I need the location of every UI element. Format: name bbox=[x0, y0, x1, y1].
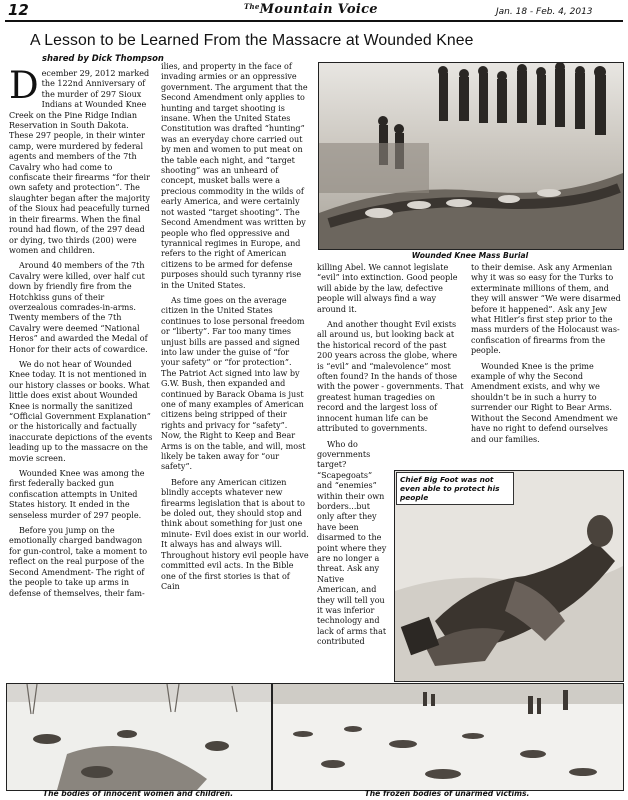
big-foot-caption: Chief Big Foot was not even able to protect his people bbox=[396, 472, 514, 505]
paragraph: We do not hear of Wounded Knee today. It is not mentioned in our history classes or books. What little does exist about Wounded Knee is normally the sanitized “Official Government Explanation” or the historically and factually inaccurate depictions of the events leading up to the massacre on the movie screen. bbox=[9, 359, 153, 463]
page-number: 12 bbox=[8, 1, 29, 19]
article-column-1 bbox=[9, 69, 155, 669]
masthead bbox=[244, 2, 378, 17]
drop-cap: D bbox=[9, 69, 39, 107]
paragraph: Wounded Knee is the prime example of why the Second Amendment exists, and why we shouldn’t be in such a hurry to surrender our Right to Bear Arms. Without the Second Amendment we have no right to defend ourselves and our families. bbox=[471, 361, 618, 444]
header-rule bbox=[5, 20, 623, 22]
mass-burial-caption: Wounded Knee Mass Burial bbox=[411, 251, 529, 260]
masthead-the: The bbox=[244, 2, 260, 11]
women-children-photo bbox=[6, 683, 272, 791]
paragraph: ilies, and property in the face of invading armies or an oppressive government. The argument that the Second Amendment only applies to hunting and target shooting is insane. When the United States Constitution was drafted “hunting” was an everyday chore carried out by men and women to put meat on the table each night, and “target shooting” was an unheard of concept, musket balls were a precious commodity in the wilds of early America, and were certainly not wasted “target shooting”. The Second Amendment was written by people who fled oppressive and tyrannical regimes in Europe, and refers to the right of American citizens to be armed for defense purposes should such tyranny rise in the United States. bbox=[161, 62, 308, 290]
mass-burial-illustration bbox=[319, 63, 623, 249]
article-column-4 bbox=[471, 263, 621, 468]
paragraph bbox=[317, 440, 387, 648]
paragraph: to their demise. Ask any Armenian why it was so easy for the Turks to exterminate millions of them, and they will answer “We were disarmed before it happened”. Ask any Jew what Hitler’s first step prior to the mass murders of the Holocaust was- confiscation of firearms from the people. bbox=[471, 263, 621, 356]
women-children-caption: The bodies of innocent women and children. bbox=[42, 789, 234, 798]
paragraph-text: Who do governments target? “Scapegoats” and “enemies” within their own borders...but only after they have been disarmed to the point where they are no longer a threat. Ask any Native American, and they will tell you it was inferior technology and lack of arms that contributed bbox=[317, 439, 387, 647]
frozen-victims-illustration bbox=[273, 684, 623, 790]
paragraph: Before any American citizen blindly accepts whatever new firearms legislation that is about to be doled out, they should stop and think about something for just one minute- Evil does exist in our world. It always has and always will. Throughout history evil people have committed evil acts. In the Bible one of the first stories is that of Cain bbox=[161, 477, 309, 591]
paragraph: Before you jump on the emotionally charged bandwagon for gun-control, take a moment to reflect on the real purpose of the Second Amendment- The right of the people to take up arms in defense of themselves, their fam- bbox=[9, 526, 148, 598]
article-title: A Lesson to be Learned From the Massacre at Wounded Knee bbox=[30, 32, 474, 49]
paragraph: And another thought Evil exists all around us, but looking back at the historical record of the past 200 years across the globe, where is “evil” and “malevolence” most often found? In the hands of those with the power - governments. That greatest human tragedies on record and the largest loss of innocent human life can be attributed to governments. bbox=[317, 320, 464, 434]
mass-burial-photo bbox=[318, 62, 624, 250]
frozen-victims-caption: The frozen bodies of unarmed victims. bbox=[364, 789, 530, 798]
women-children-illustration bbox=[7, 684, 271, 790]
paragraph bbox=[9, 69, 155, 256]
paragraph-text: ecember 29, 2012 marked the 122nd Anniversary of the murder of 297 Sioux Indians at Wounded Knee Creek on the Pine Ridge Indian Reservation in South Dakota. These 297 people, in their winter camp, were murdered by federal agents and members of the 7th Cavalry who had come to confiscate their firearms “for their own safety and protection”. The slaughter began after the majority of the Sioux had peacefully turned in their firearms. When the final round had flown, of the 297 dead or dying, two thirds (200) were women and children. bbox=[9, 69, 150, 255]
article-byline: shared by Dick Thompson bbox=[42, 53, 164, 63]
paragraph: Wounded Knee was among the first federally backed gun confiscation attempts in United States history. It ended in the senseless murder of 297 people. bbox=[9, 469, 145, 520]
frozen-victims-photo bbox=[272, 683, 624, 791]
paragraph: killing Abel. We cannot legislate “evil” into extinction. Good people will abide by the law, defective people will always find a way around it. bbox=[317, 263, 458, 314]
article-column-2 bbox=[161, 62, 309, 674]
issue-dates: Jan. 18 - Feb. 4, 2013 bbox=[496, 7, 593, 17]
paragraph: As time goes on the average citizen in the United States continues to lose personal freedom or “liberty”. Far too many times unjust bills are passed and signed into law under the guise of “for your safety” or “for protection”. The Patriot Act signed into law by G.W. Bush, then expanded and continued by Barack Obama is just one of many examples of American citizens being stripped of their rights and privacy for “safety”. Now, the Right to Keep and Bear Arms is on the table, and will, most likely be taken away for “our safety”. bbox=[161, 295, 306, 472]
masthead-title: Mountain Voice bbox=[259, 2, 378, 17]
paragraph: Around 40 members of the 7th Cavalry were killed, over half cut down by friendly fire from the Hotchkiss guns of their overzealous comrades-in-arms. Twenty members of the 7th Cavalry were deemed “National Heros” and awarded the Medal of Honor for their acts of cowardice. bbox=[9, 261, 148, 354]
